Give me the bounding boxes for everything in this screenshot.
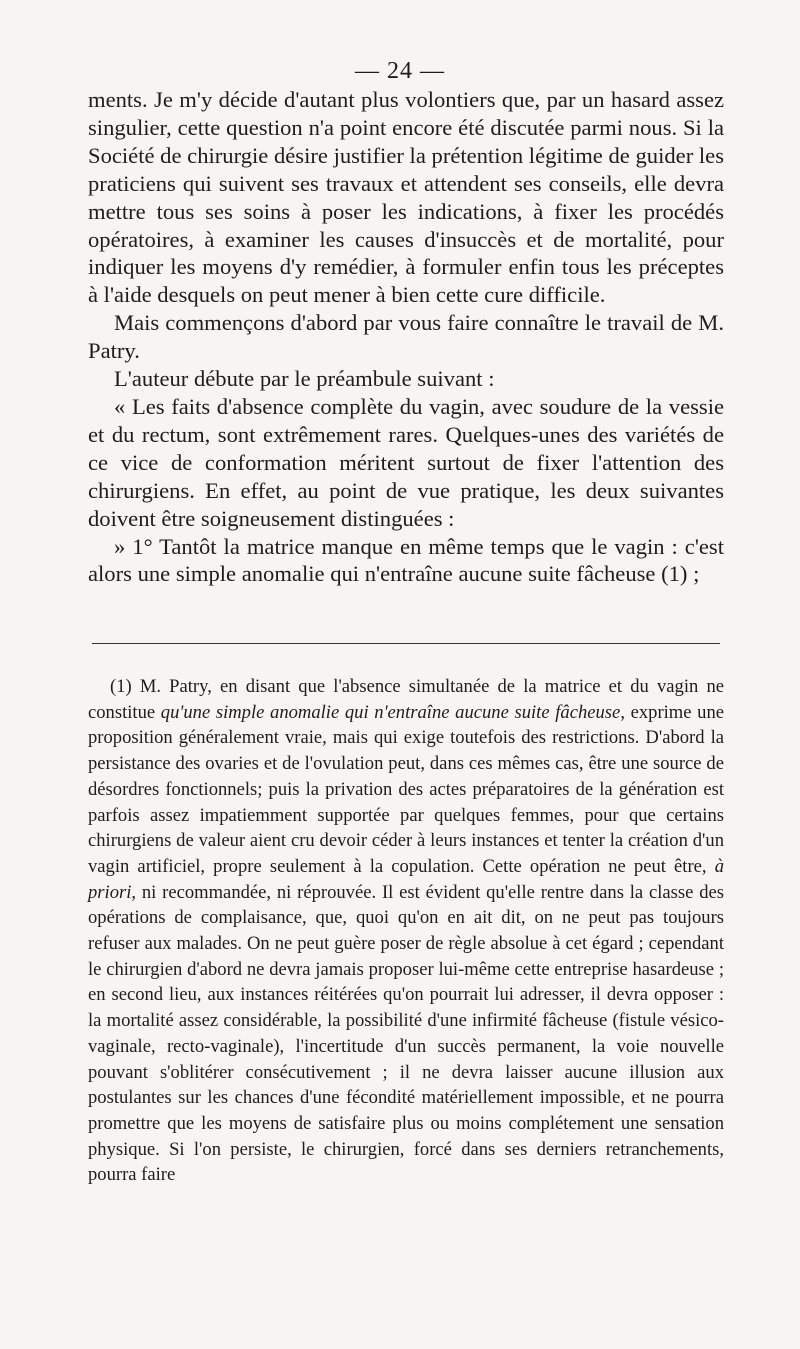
footnote-quoted-phrase: qu'une simple anomalie qui n'entraîne aucune suite fâcheuse bbox=[160, 701, 621, 723]
paragraph-2: Mais commençons d'abord par vous faire connaître le travail de M. Patry. bbox=[88, 310, 724, 364]
paragraph-1: ments. Je m'y décide d'autant plus volontiers que, par un hasard assez singulier, cette question n'a point encore été discutée parmi nous. Si la Société de chirurgie désire justifier la prétention légitime de guider les praticiens qui suivent ses travaux et attendent ses conseils, elle devra mettre tous ses soins à poser les indications, à fixer les procédés opératoires, à examiner les causes d'insuccès et de mortalité, pour indiquer les moyens d'y remédier, à formuler enfin tous les préceptes à l'aide desquels on peut mener à bien cette cure difficile. bbox=[88, 87, 724, 308]
footnote bbox=[88, 674, 724, 1188]
footnote-middle: , exprime une proposition généralement vraie, mais qui exige toutefois des restrictions. D'abord la persistance des ovaries et de l'ovulation peut, dans ces mêmes cas, être une source de désordres fonctionnels; puis la privation des actes préparatoires de la génération est parfois assez impatiemment supportée par quelques femmes, pour que certains chirurgiens de valeur aient cru devoir céder à leurs instances et tenter la création d'un vagin artificiel, propre seulement à la copulation. Cette opération ne peut être, bbox=[88, 701, 725, 877]
footnote-lead: (1) M. Patry, en disant que l'absence simultanée de la matrice et du vagin ne constitue bbox=[88, 676, 724, 723]
footnote-tail: , ni recommandée, ni réprouvée. Il est évident qu'elle rentre dans la classe des opérations de complaisance, que, quoi qu'on en ait dit, on ne peut pas toujours refuser aux malades. On ne peut guère poser de règle absolue à cet égard ; cependant le chirurgien d'abord ne devra jamais proposer lui-même cette entreprise hasardeuse ; en second lieu, aux instances réitérées qu'on pourrait lui adresser, il devra opposer : la mortalité assez considérable, la possibilité d'une infirmité fâcheuse (fistule vésico-vaginale, recto-vaginale), l'incertitude d'un succès permanent, la voie nouvelle pouvant s'oblitérer consécutivement ; il ne devra laisser aucune illusion aux postulantes sur les chances d'une fécondité matériellement impossible, et ne pourra promettre que les moyens de satisfaire plus ou moins complétement une sensation physique. Si l'on persiste, le chirurgien, forcé dans ses derniers retranchements, pourra faire bbox=[88, 881, 724, 1186]
footnote-separator bbox=[92, 643, 720, 644]
main-text bbox=[88, 86, 724, 588]
paragraph-3: L'auteur débute par le préambule suivant : bbox=[114, 366, 495, 392]
footnote-1 bbox=[88, 674, 724, 1188]
page-number: — 24 — bbox=[355, 58, 445, 84]
footnote-a-priori: à priori bbox=[88, 855, 724, 903]
paragraph-4-quote: « Les faits d'absence complète du vagin, avec soudure de la vessie et du rectum, sont extrêmement rares. Quelques-unes des variétés de ce vice de conformation méritent surtout de fixer l'attention des chirurgiens. En effet, au point de vue pratique, les deux suivantes doivent être soigneusement distinguées : bbox=[88, 393, 724, 531]
paragraph-5-quote: » 1° Tantôt la matrice manque en même temps que le vagin : c'est alors une simple anomalie qui n'entraîne aucune suite fâcheuse (1) ; bbox=[88, 533, 724, 587]
